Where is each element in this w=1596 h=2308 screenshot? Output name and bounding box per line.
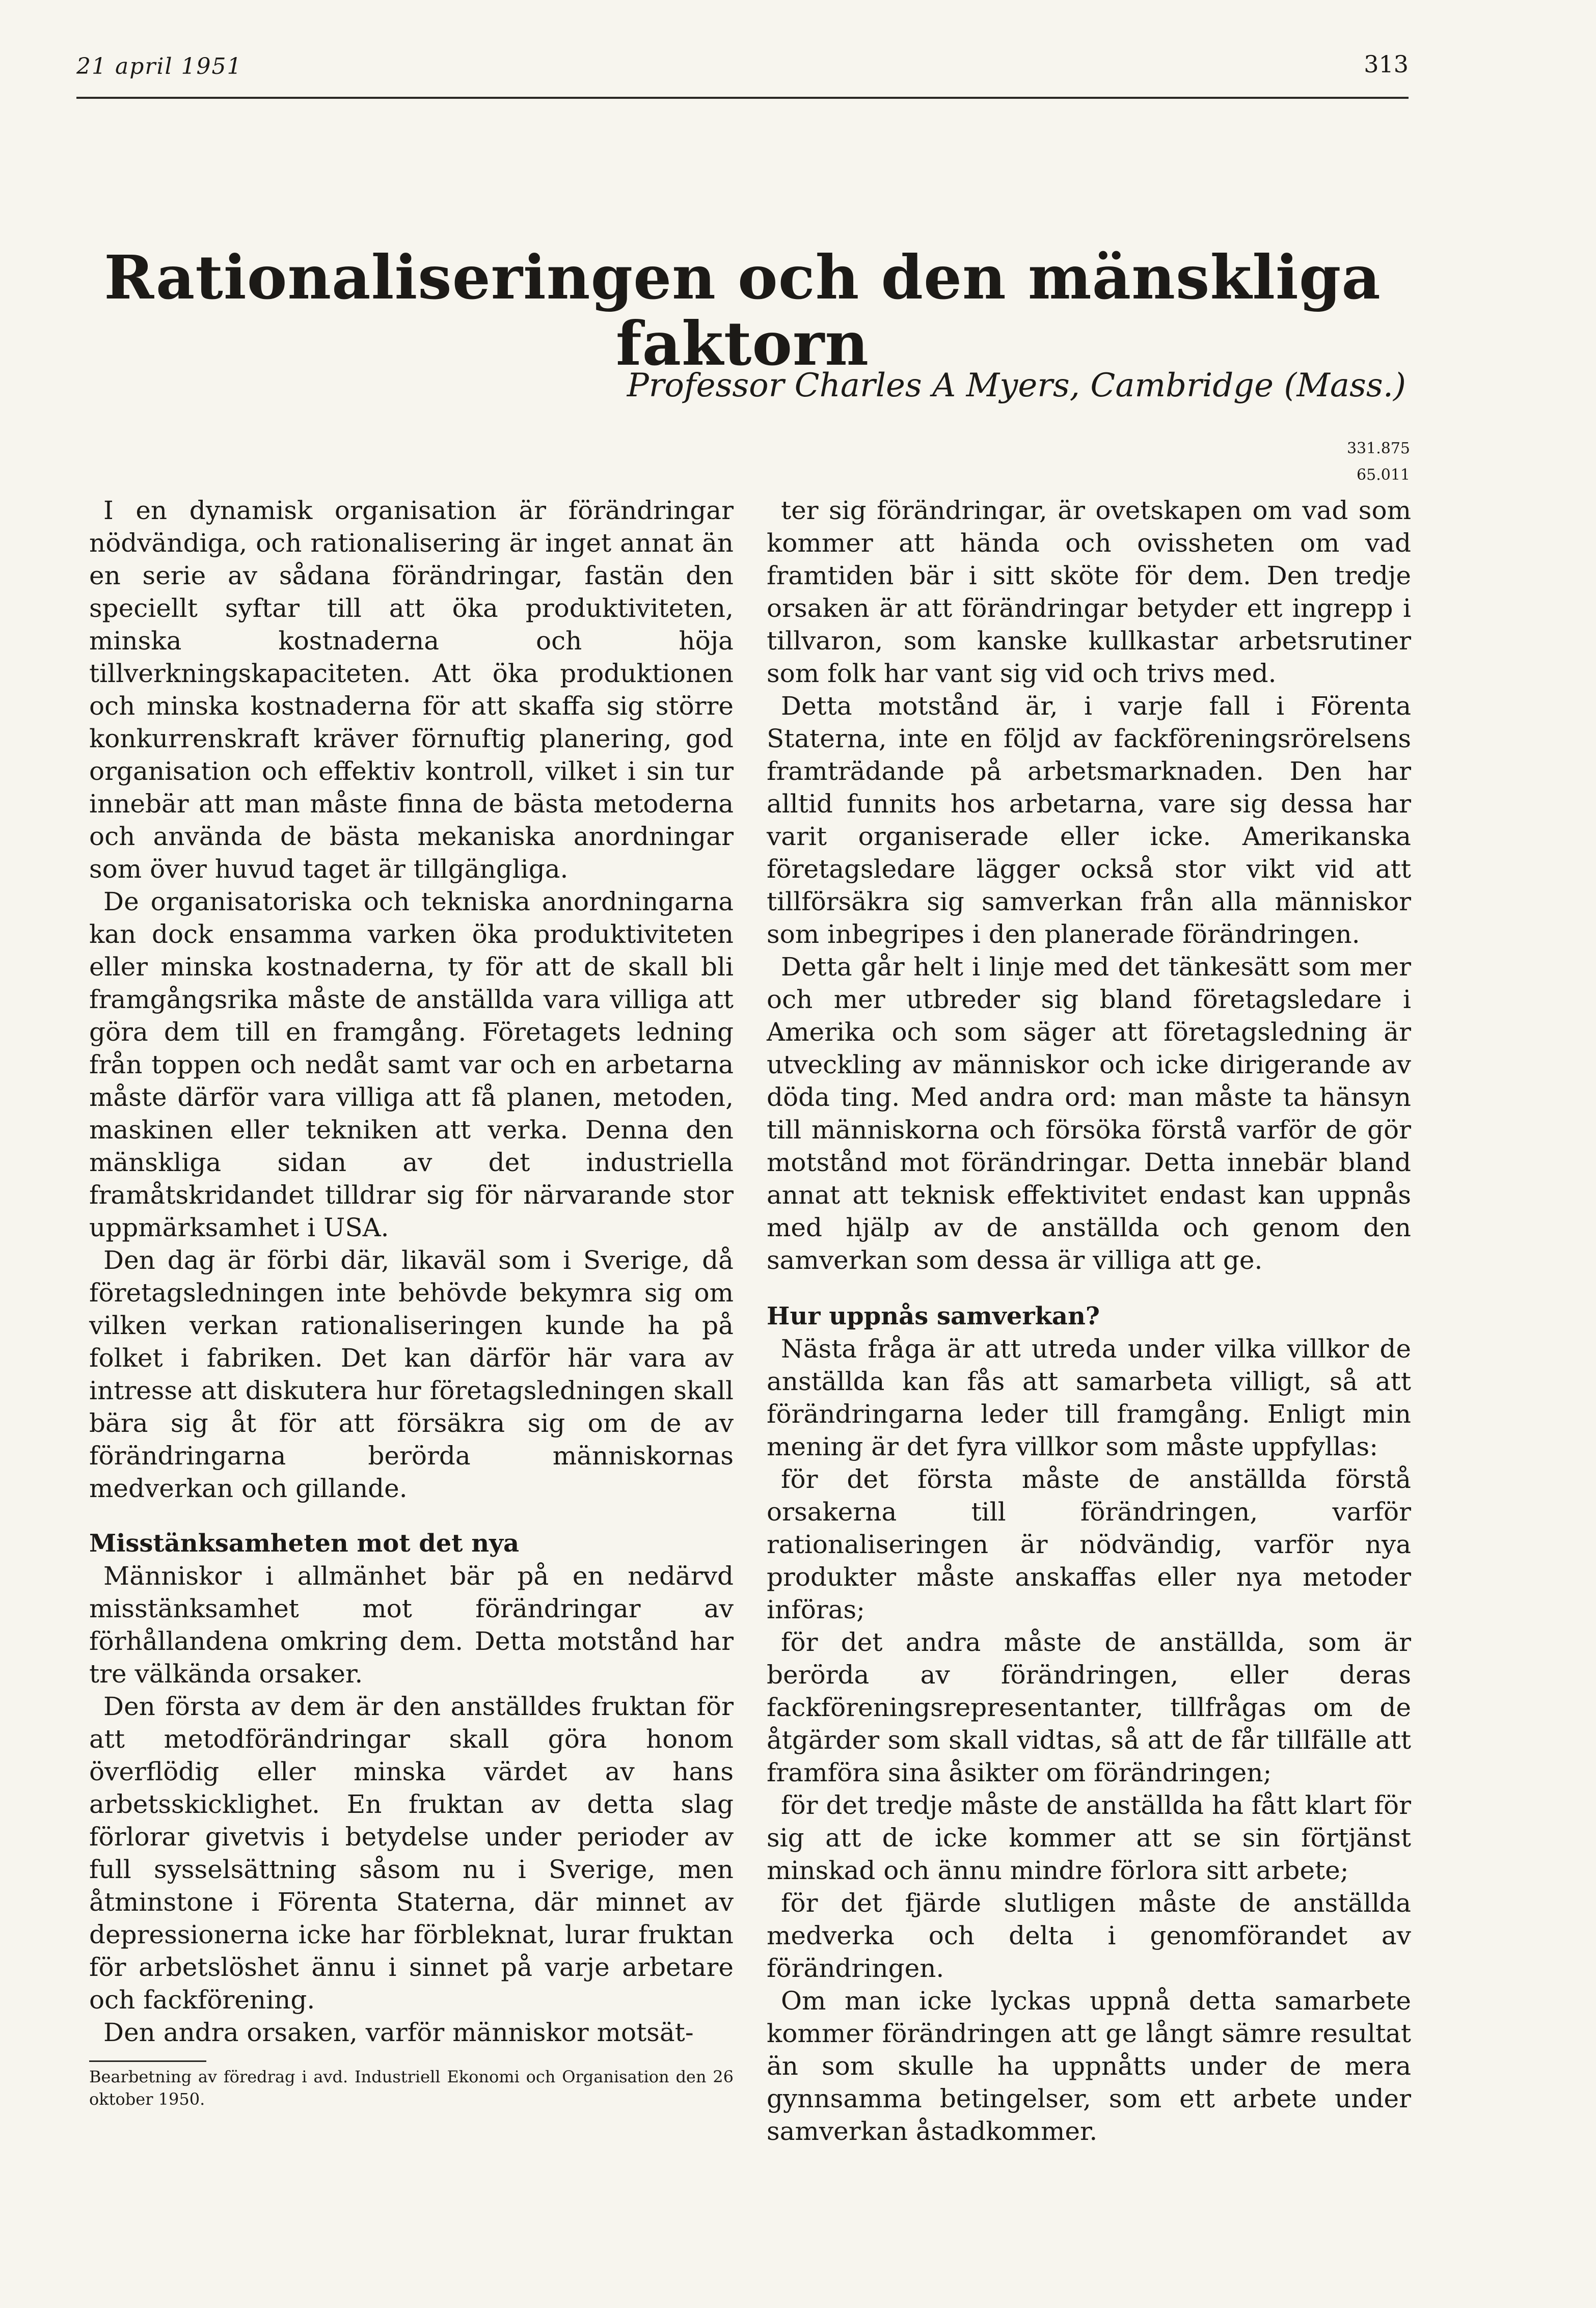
section-heading: Misstänksamheten mot det nya	[89, 1529, 520, 1558]
paragraph: Den första av dem är den anställdes fruktan för att metodförändringar skall göra honom överflödig eller minska värdet av hans arbetsskicklighet. En fruktan av detta slag förlorar givetvis i betydelse under perioder av full sysselsättning såsom nu i Sverige, men åtminstone i Förenta Staterna, där minnet av depressionerna icke har förbleknat, lurar fruktan för arbetslöshet ännu i sinnet på varje arbetare och fackförening.	[89, 1692, 734, 2015]
paragraph: ter sig förändringar, är ovetskapen om vad som kommer att hända och ovissheten om vad framtiden bär i sitt sköte för dem. Den tredje orsaken är att förändringar betyder ett ingrepp i tillvaron, som kanske kullkastar arbetsrutiner som folk har vant sig vid och trivs med.	[767, 496, 1411, 688]
classification-codes	[1347, 436, 1410, 488]
paragraph: I en dynamisk organisation är förändringar nödvändiga, och rationalisering är inget annat än en serie av sådana förändringar, fastän den speciellt syftar till att öka produktiviteten, minska kostnaderna och höja tillverkningskapaciteten. Att öka produktionen och minska kostnaderna för att skaffa sig större konkurrenskraft kräver förnuftig planering, god organisation och effektiv kontroll, vilket i sin tur innebär att man måste finna de bästa metoderna och använda de bästa mekaniska anordningar som över huvud taget är tillgängliga.	[89, 496, 734, 884]
footnote: Bearbetning av föredrag i avd. Industriell Ekonomi och Organisation den 26 oktober 1950.	[89, 2067, 734, 2109]
paragraph: Om man icke lyckas uppnå detta samarbete kommer förändringen att ge långt sämre resultat än som skulle ha uppnåtts under de mera gynnsamma betingelser, som ett arbete under samverkan åstadkommer.	[767, 1986, 1411, 2146]
article-title: Rationaliseringen och den mänskliga faktorn	[104, 242, 1381, 379]
footnote-rule	[89, 2060, 206, 2062]
section-heading: Hur uppnås samverkan?	[767, 1302, 1100, 1331]
paragraph: Nästa fråga är att utreda under vilka villkor de anställda kan fås att samarbeta villigt, så att förändringarna leder till framgång. Enligt min mening är det fyra villkor som måste uppfyllas:	[767, 1334, 1411, 1461]
paragraph: Detta går helt i linje med det tänkesätt som mer och mer utbreder sig bland företagsledare i Amerika och som säger att företagsledning är utveckling av människor och icke dirigerande av döda ting. Med andra ord: man måste ta hänsyn till människorna och försöka förstå varför de gör motstånd mot förändringar. Detta innebär bland annat att teknisk effektivitet endast kan uppnås med hjälp av de anställda och genom den samverkan som dessa är villiga att ge.	[767, 952, 1411, 1275]
left-column	[89, 494, 734, 2049]
class-code: 65.011	[1357, 466, 1410, 484]
condition-item: för det fjärde slutligen måste de anställda medverka och delta i genomförandet av förändringen.	[767, 1888, 1411, 1983]
author-byline: Professor Charles A Myers, Cambridge (Mass.)	[627, 367, 1406, 404]
paragraph: Människor i allmänhet bär på en nedärvd misstänksamhet mot förändringar av förhållandena omkring dem. Detta motstånd har tre välkända orsaker.	[89, 1561, 734, 1689]
paragraph: Den dag är förbi där, likaväl som i Sverige, då företagsledningen inte behövde bekymra sig om vilken verkan rationaliseringen kunde ha på folket i fabriken. Det kan därför här vara av intresse att diskutera hur företagsledningen skall bära sig åt för att försäkra sig om de av förändringarna berörda människornas medverkan och gillande.	[89, 1245, 734, 1503]
paragraph: Detta motstånd är, i varje fall i Förenta Staterna, inte en följd av fackföreningsrörelsens framträdande på arbetsmarknaden. Den har alltid funnits hos arbetarna, vare sig dessa har varit organiserade eller icke. Amerikanska företagsledare lägger också stor vikt vid att tillförsäkra sig samverkan från alla människor som inbegripes i den planerade förändringen.	[767, 691, 1411, 949]
running-head	[76, 48, 1409, 99]
class-code: 331.875	[1346, 440, 1410, 457]
right-column	[767, 494, 1411, 2148]
paragraph: Den andra orsaken, varför människor motsät-	[103, 2018, 694, 2047]
condition-item: för det tredje måste de anställda ha fått klart för sig att de icke kommer att se sin förtjänst minskad och ännu mindre förlora sitt arbete;	[767, 1790, 1411, 1885]
condition-item: för det första måste de anställda förstå orsakerna till förändringen, varför rationaliseringen är nödvändig, varför nya produkter måste anskaffas eller nya metoder införas;	[767, 1464, 1411, 1624]
paragraph: De organisatoriska och tekniska anordningarna kan dock ensamma varken öka produktiviteten eller minska kostnaderna, ty för att de skall bli framgångsrika måste de anställda vara villiga att göra dem till en framgång. Företagets ledning från toppen och nedåt samt var och en arbetarna måste därför vara villiga att få planen, metoden, maskinen eller tekniken att verka. Denna den mänskliga sidan av det industriella framåtskridandet tilldrar sig för närvarande stor uppmärksamhet i USA.	[89, 887, 734, 1242]
condition-item: för det andra måste de anställda, som är berörda av förändringen, eller deras fackföreningsrepresentanter, tillfrågas om de åtgärder som skall vidtas, så att de får tillfälle att framföra sina åsikter om förändringen;	[767, 1627, 1411, 1787]
page-number: 313	[1364, 50, 1409, 78]
issue-date: 21 april 1951	[76, 53, 242, 79]
